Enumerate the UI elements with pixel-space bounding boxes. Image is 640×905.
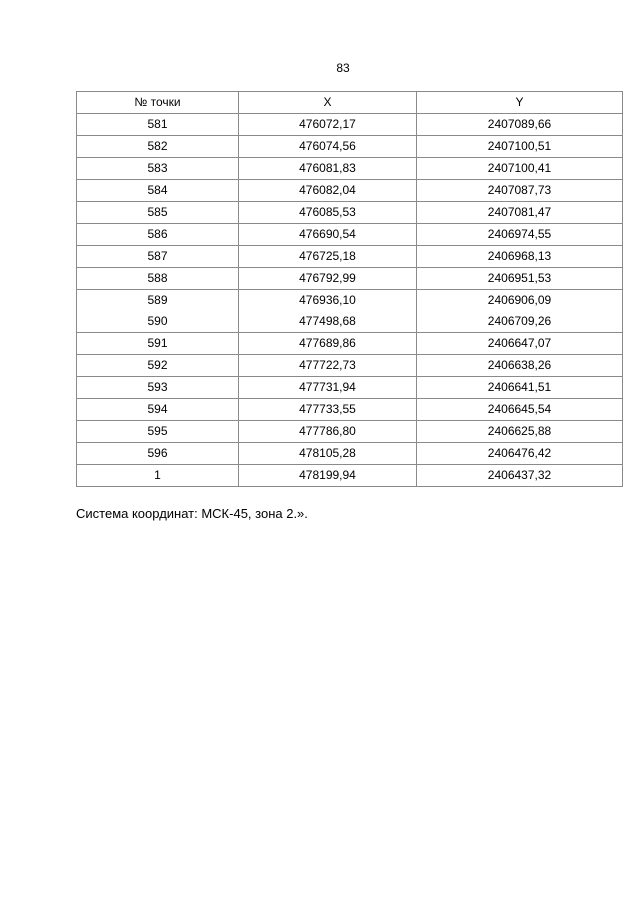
cell-y: 2406709,26: [417, 311, 623, 333]
cell-y: 2407100,41: [417, 158, 623, 180]
table-row: [77, 290, 623, 312]
cell-x: 476085,53: [239, 202, 417, 224]
coordinate-system-note: Система координат: МСК-45, зона 2.».: [76, 506, 308, 521]
cell-x: 478199,94: [239, 465, 417, 487]
cell-point: 1: [77, 465, 239, 487]
table-row: [77, 246, 623, 268]
cell-x: 476074,56: [239, 136, 417, 158]
table-row: [77, 268, 623, 290]
table-row: [77, 443, 623, 465]
coordinates-table: [76, 91, 623, 487]
cell-point: 587: [77, 246, 239, 268]
table-row: [77, 311, 623, 333]
table-row: [77, 202, 623, 224]
cell-x: 477786,80: [239, 421, 417, 443]
cell-point: 593: [77, 377, 239, 399]
cell-y: 2406437,32: [417, 465, 623, 487]
cell-x: 476936,10: [239, 290, 417, 312]
cell-x: 477731,94: [239, 377, 417, 399]
cell-y: 2406647,07: [417, 333, 623, 355]
cell-point: 581: [77, 114, 239, 136]
table-row: [77, 180, 623, 202]
cell-y: 2406625,88: [417, 421, 623, 443]
cell-point: 583: [77, 158, 239, 180]
cell-point: 584: [77, 180, 239, 202]
cell-y: 2406974,55: [417, 224, 623, 246]
table-row: [77, 355, 623, 377]
cell-point: 591: [77, 333, 239, 355]
cell-point: 586: [77, 224, 239, 246]
cell-x: 476690,54: [239, 224, 417, 246]
cell-point: 589: [77, 290, 239, 312]
cell-y: 2406906,09: [417, 290, 623, 312]
cell-x: 477733,55: [239, 399, 417, 421]
cell-y: 2406476,42: [417, 443, 623, 465]
cell-point: 594: [77, 399, 239, 421]
table-row: [77, 224, 623, 246]
cell-x: 477722,73: [239, 355, 417, 377]
header-y: Y: [417, 92, 623, 114]
cell-y: 2407089,66: [417, 114, 623, 136]
page-number: 83: [336, 61, 350, 75]
table-row: [77, 377, 623, 399]
table-row: [77, 421, 623, 443]
cell-point: 585: [77, 202, 239, 224]
cell-y: 2406641,51: [417, 377, 623, 399]
header-x: X: [239, 92, 417, 114]
cell-y: 2406968,13: [417, 246, 623, 268]
cell-point: 588: [77, 268, 239, 290]
table-row: [77, 333, 623, 355]
table-row: [77, 136, 623, 158]
cell-point: 592: [77, 355, 239, 377]
cell-x: 476081,83: [239, 158, 417, 180]
table-row: [77, 399, 623, 421]
cell-y: 2407087,73: [417, 180, 623, 202]
cell-x: 476082,04: [239, 180, 417, 202]
cell-x: 477689,86: [239, 333, 417, 355]
cell-x: 476725,18: [239, 246, 417, 268]
cell-x: 477498,68: [239, 311, 417, 333]
table-row: [77, 158, 623, 180]
header-point-number: № точки: [77, 92, 239, 114]
cell-point: 595: [77, 421, 239, 443]
cell-y: 2407081,47: [417, 202, 623, 224]
cell-x: 478105,28: [239, 443, 417, 465]
cell-y: 2406645,54: [417, 399, 623, 421]
table-row: [77, 465, 623, 487]
cell-point: 596: [77, 443, 239, 465]
table-row: [77, 114, 623, 136]
cell-x: 476792,99: [239, 268, 417, 290]
cell-y: 2406638,26: [417, 355, 623, 377]
cell-y: 2407100,51: [417, 136, 623, 158]
table-header-row: [77, 92, 623, 114]
cell-point: 590: [77, 311, 239, 333]
cell-point: 582: [77, 136, 239, 158]
cell-y: 2406951,53: [417, 268, 623, 290]
cell-x: 476072,17: [239, 114, 417, 136]
